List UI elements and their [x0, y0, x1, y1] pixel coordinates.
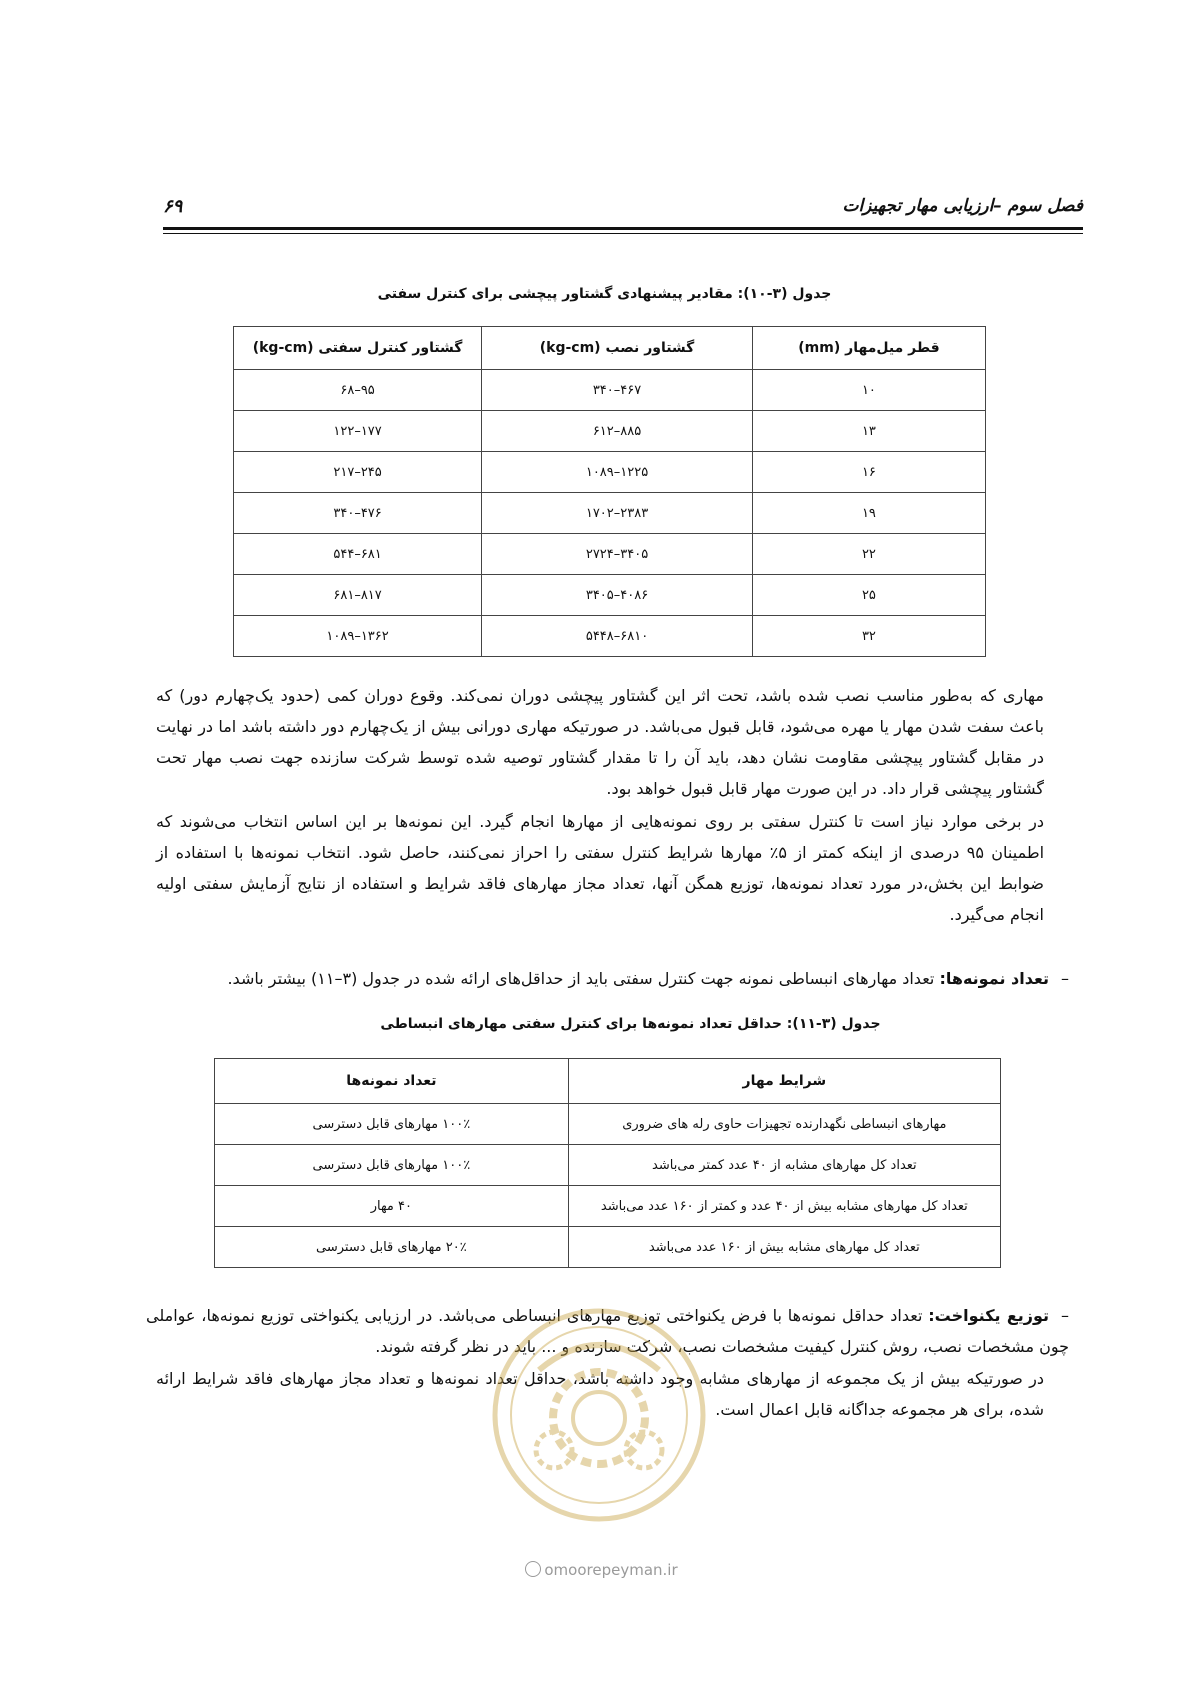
table-row [234, 616, 986, 657]
table-cell: ۱۳ [752, 411, 985, 452]
table-row [234, 370, 986, 411]
table-row [215, 1145, 1001, 1186]
table-cell: ۱۹ [752, 493, 985, 534]
table-cell: تعداد کل مهارهای مشابه بیش از ۱۶۰ عدد می‌باشد [568, 1227, 1000, 1268]
table-cell: تعداد کل مهارهای مشابه از ۴۰ عدد کمتر می‌باشد [568, 1145, 1000, 1186]
table-cell: ۱۶ [752, 452, 985, 493]
paragraph: در برخی موارد نیاز است تا کنترل سفتی بر روی نمونه‌هایی از مهارها انجام گیرد. این نمونه‌ها بر این اساس انتخاب می‌شوند که اطمینان ۹۵ درصدی از اینکه کمتر از ۵٪ مهارها شرایط کنترل سفتی را احراز نمی‌کنند، حاصل شود. انتخاب نمونه‌ها با استفاده از ضوابط این بخش،در مورد تعداد نمونه‌ها، توزیع همگن آنها، تعداد مجاز مهارهای فاقد شرایط و استفاده از نتایج آزمایش سفتی اولیه انجام می‌گیرد. [156, 812, 1045, 924]
at-icon [525, 1561, 541, 1577]
table-row [234, 493, 986, 534]
table-cell: ۴۷۶–۳۴۰ [234, 493, 482, 534]
table-cell: ۱۰ [752, 370, 985, 411]
bullet-term: توزیع یکنواخت: [928, 1306, 1050, 1325]
chapter-title: فصل سوم –ارزیابی مهار تجهیزات [842, 196, 1083, 216]
table-cell: ۲۲ [752, 534, 985, 575]
watermark-url [0, 1561, 1191, 1579]
table-cell: ۳۲ [752, 616, 985, 657]
table-cell: ۴۰۸۶–۳۴۰۵ [482, 575, 753, 616]
table-cell: ۲۳۸۳–۱۷۰۲ [482, 493, 753, 534]
table-row [234, 411, 986, 452]
table-cell: مهارهای انبساطی نگهدارنده تجهیزات حاوی رله های ضروری [568, 1104, 1000, 1145]
table-row [234, 575, 986, 616]
page-number: ۶۹ [163, 196, 183, 217]
table-cell: ۹۵–۶۸ [234, 370, 482, 411]
bullet-text: تعداد حداقل نمونه‌ها با فرض یکنواختی توزیع مهارهای انبساطی می‌باشد. در ارزیابی یکنواختی توزیع نمونه‌ها، عواملی چون مشخصات نصب، روش کنترل کیفیت مشخصات نصب، شرکت سازنده و ... باید در نظر گرفته شوند. [146, 1306, 1069, 1356]
bullet-term: تعداد نمونه‌ها: [939, 969, 1049, 988]
table-cell: ۲۰٪ مهارهای قابل دسترسی [215, 1227, 569, 1268]
table-cell: ۶۸۱۰–۵۴۴۸ [482, 616, 753, 657]
table-caption-3-11: جدول (۳-۱۱): حداقل تعداد نمونه‌ها برای کنترل سفتی مهارهای انبساطی [380, 1016, 881, 1032]
table-row [215, 1104, 1001, 1145]
table-row [234, 452, 986, 493]
header-rule-thin [163, 233, 1083, 234]
table-cell: ۶۸۱–۵۴۴ [234, 534, 482, 575]
sample-count-table [214, 1058, 1001, 1268]
column-header: تعداد نمونه‌ها [215, 1059, 569, 1104]
table-cell: ۴۶۷–۳۴۰ [482, 370, 753, 411]
table-cell: ۳۴۰۵–۲۷۲۴ [482, 534, 753, 575]
column-header: گشتاور نصب (kg-cm) [482, 327, 753, 370]
table-cell: ۸۱۷–۶۸۱ [234, 575, 482, 616]
bullet-sample-count [146, 963, 1069, 994]
table-cell: ۱۰۰٪ مهارهای قابل دسترسی [215, 1104, 569, 1145]
watermark-url-text: omoorepeyman.ir [544, 1561, 678, 1579]
column-header: قطر میل‌مهار (mm) [752, 327, 985, 370]
table-cell: ۱۰۰٪ مهارهای قابل دسترسی [215, 1145, 569, 1186]
table-cell: تعداد کل مهارهای مشابه بیش از ۴۰ عدد و کمتر از ۱۶۰ عدد می‌باشد [568, 1186, 1000, 1227]
table-row [215, 1227, 1001, 1268]
table-header-row [215, 1059, 1001, 1104]
table-cell: ۴۰ مهار [215, 1186, 569, 1227]
bullet-dash: – [1061, 1306, 1070, 1325]
table-caption-3-10: جدول (۳-۱۰): مقادیر پیشنهادی گشتاور پیچشی برای کنترل سفتی [377, 286, 832, 302]
column-header: گشتاور کنترل سفتی (kg-cm) [234, 327, 482, 370]
paragraph: در صورتیکه بیش از یک مجموعه از مهارهای مشابه وجود داشته باشد، حداقل تعداد نمونه‌ها و تعداد مجاز مهارهای فاقد شرایط ارائه شده، برای هر مجموعه جداگانه قابل اعمال است. [156, 1369, 1044, 1419]
torque-table [233, 326, 986, 657]
table-cell: ۲۵ [752, 575, 985, 616]
table-header-row [234, 327, 986, 370]
bullet-dash: – [1061, 969, 1069, 988]
table-cell: ۲۴۵–۲۱۷ [234, 452, 482, 493]
table-row [234, 534, 986, 575]
table-cell: ۱۷۷–۱۲۲ [234, 411, 482, 452]
table-cell: ۸۸۵–۶۱۲ [482, 411, 753, 452]
watermark-seal-logo [484, 1300, 714, 1530]
table-cell: ۱۳۶۲–۱۰۸۹ [234, 616, 482, 657]
table-row [215, 1186, 1001, 1227]
header-rule-thick [163, 227, 1083, 230]
paragraph: مهاری که به‌طور مناسب نصب شده باشد، تحت اثر این گشتاور پیچشی دوران نمی‌کند. وقوع دوران کمی (حدود یک‌چهارم دور) که باعث سفت شدن مهار یا مهره می‌شود، قابل قبول می‌باشد. در صورتیکه مهاری دورانی بیش از یک‌چهارم دور داشته باشد اما در نهایت در مقابل گشتاور پیچشی مقاومت نشان دهد، باید آن را تا مقدار گشتاور توصیه شده توسط شرکت سازنده جهت نصب مهار تحت گشتاور پیچشی قرار داد. در این صورت مهار قابل قبول خواهد بود. [156, 686, 1044, 798]
table-cell: ۱۲۲۵–۱۰۸۹ [482, 452, 753, 493]
bullet-text: تعداد مهارهای انبساطی نمونه جهت کنترل سفتی باید از حداقل‌های ارائه شده در جدول (۳–۱۱) بیشتر باشد. [227, 969, 935, 988]
column-header: شرایط مهار [568, 1059, 1000, 1104]
